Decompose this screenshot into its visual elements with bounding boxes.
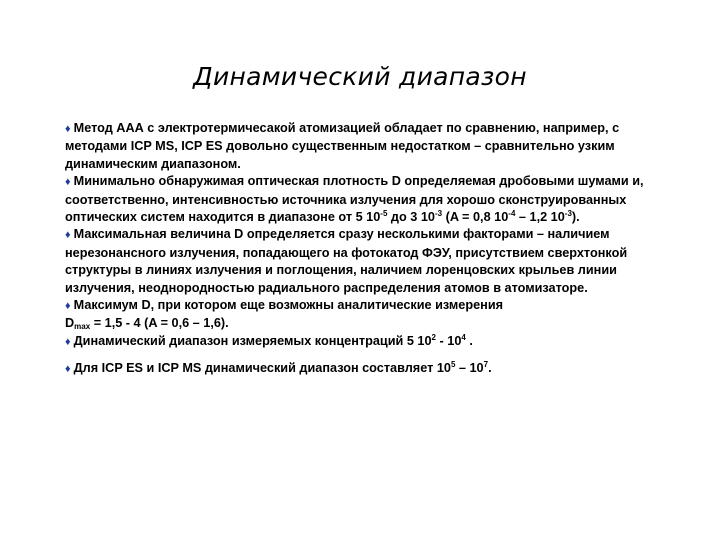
diamond-bullet-icon: ♦ bbox=[65, 123, 71, 135]
exponent: 4 bbox=[461, 332, 466, 342]
diamond-bullet-icon: ♦ bbox=[65, 300, 71, 313]
paragraph-max-value bbox=[65, 226, 665, 297]
exponent: -4 bbox=[508, 209, 516, 219]
paragraph-text: Динамический диапазон измеряемых концентраций 5 10 bbox=[73, 333, 432, 348]
subscript: max bbox=[74, 322, 91, 332]
exponent: 7 bbox=[483, 360, 489, 370]
paragraph-text: Минимально обнаружимая оптическая плотность D определяемая дробовыми шумами и, соответственно, интенсивностью источника излучения для хорошо сконструированных оптических систем находится в диапазоне от 5 10 bbox=[65, 174, 644, 225]
paragraph-method-aaa bbox=[65, 120, 665, 173]
diamond-bullet-icon: ♦ bbox=[65, 363, 71, 376]
paragraph-text: - 10 bbox=[435, 333, 462, 348]
exponent: -3 bbox=[434, 209, 443, 219]
exponent: 2 bbox=[431, 332, 436, 342]
exponent: -5 bbox=[380, 209, 388, 219]
paragraph-text: – 1,2 10 bbox=[515, 210, 565, 225]
paragraph-text: (A = 0,8 10 bbox=[442, 210, 509, 225]
paragraph-max-d bbox=[65, 297, 665, 333]
paragraph-text: Максимальная величина D определяется сразу несколькими факторами – наличием нерезонансного излучения, попадающего на фотокатод ФЭУ, присутствием сверхтонкой структуры в линиях излучения и поглощения, наличием лоренцовских крыльев линии излучения, неоднородностью радиального распределения атомов в атомизаторе. bbox=[65, 227, 628, 295]
slide-content bbox=[65, 120, 665, 379]
exponent: 5 bbox=[450, 360, 456, 370]
diamond-bullet-icon: ♦ bbox=[65, 229, 71, 242]
paragraph-text: . bbox=[488, 361, 492, 376]
paragraph-text: до 3 10 bbox=[387, 210, 435, 225]
paragraph-text: Максимум D, при котором еще возможны аналитические измерения bbox=[73, 298, 504, 313]
exponent: -3 bbox=[564, 209, 572, 219]
paragraph-text: Для ICP ES и ICP MS динамический диапазон составляет 10 bbox=[73, 361, 451, 376]
paragraph-text: = 1,5 - 4 (A = 0,6 – 1,6). bbox=[90, 316, 229, 331]
paragraph-icp-range bbox=[65, 360, 665, 378]
paragraph-text: . bbox=[465, 333, 473, 348]
d-max-label: D bbox=[65, 316, 75, 331]
diamond-bullet-icon: ♦ bbox=[65, 335, 71, 348]
diamond-bullet-icon: ♦ bbox=[65, 176, 71, 189]
paragraph-concentration-range bbox=[65, 333, 665, 351]
paragraph-min-density bbox=[65, 173, 665, 226]
paragraph-text: Метод ААА с электротермичесакой атомизацией обладает по сравнению, например, с методами ICP MS, ICP ES довольно существенным недостатком – сравнительно узким динамическим диапазоном. bbox=[65, 121, 620, 171]
paragraph-text: ). bbox=[571, 210, 580, 225]
slide-title: Динамический диапазон bbox=[193, 62, 527, 91]
paragraph-text: – 10 bbox=[455, 361, 484, 376]
